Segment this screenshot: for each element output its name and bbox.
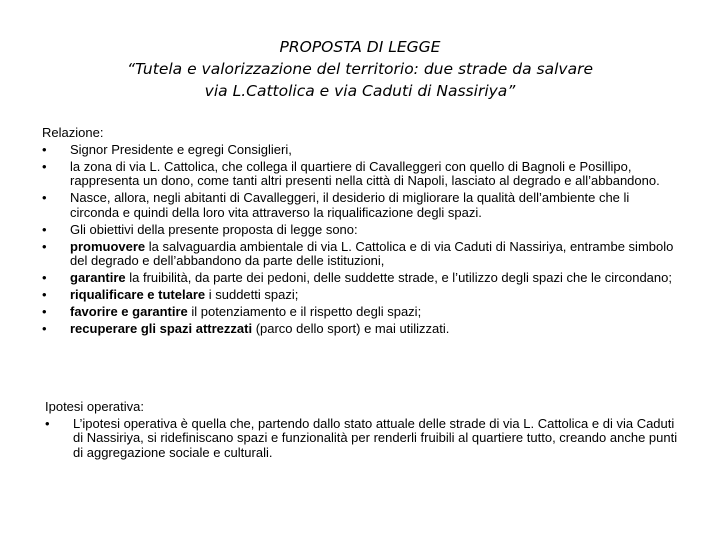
ipotesi-list xyxy=(45,417,685,461)
relazione-section xyxy=(42,126,682,339)
bullet-icon: • xyxy=(42,287,47,302)
bullet-icon: • xyxy=(45,415,50,431)
bullet-icon: • xyxy=(42,304,47,319)
list-item: • Signor Presidente e egregi Consiglieri, xyxy=(42,141,292,157)
relazione-heading: Relazione: xyxy=(42,125,104,140)
bullet-icon: • xyxy=(42,141,47,157)
bullet-icon: • xyxy=(42,321,47,336)
list-item: • Gli obiettivi della presente proposta di legge sono: xyxy=(42,221,358,237)
document-title xyxy=(0,36,720,102)
bullet-icon: • xyxy=(42,190,47,205)
list-item: • la zona di via L. Cattolica, che collega il quartiere di Cavalleggeri con quello di Bagnoli e Posillipo, rappresenta un dono, come tanti altri presenti nella città di Napoli, lasciato al degrado e all’abbandono. xyxy=(42,158,660,188)
list-item: • Nasce, allora, negli abitanti di Cavalleggeri, il desiderio di migliorare la qualità dell’ambiente che li circonda e quindi della loro vita attraverso la riqualificazione degli spazi. xyxy=(42,190,630,220)
bullet-icon: • xyxy=(42,221,47,237)
ipotesi-section xyxy=(45,400,685,463)
bullet-icon: • xyxy=(42,158,47,174)
list-item: • recuperare gli spazi attrezzati (parco dello sport) e mai utilizzati. xyxy=(42,321,450,336)
list-item: • riqualificare e tutelare i suddetti spazi; xyxy=(42,287,299,302)
relazione-list xyxy=(42,143,682,337)
list-item: • garantire la fruibilità, da parte dei pedoni, delle suddette strade, e l’utilizzo degli spazi che le circondano; xyxy=(42,270,672,285)
title-line-3: via L.Cattolica e via Caduti di Nassiriya” xyxy=(204,82,516,100)
title-line-1: PROPOSTA DI LEGGE xyxy=(279,38,441,56)
ipotesi-heading: Ipotesi operativa: xyxy=(45,399,145,414)
list-item: • favorire e garantire il potenziamento e il rispetto degli spazi; xyxy=(42,304,422,319)
list-item: • promuovere la salvaguardia ambientale di via L. Cattolica e di via Caduti di Nassiriya, entrambe simbolo del degrado e dell’abbandono da parte delle istituzioni, xyxy=(42,238,674,268)
bullet-icon: • xyxy=(42,270,47,285)
list-item: • L’ipotesi operativa è quella che, partendo dallo stato attuale delle strade di via L. Cattolica e di via Caduti di Nassiriya, si ridefiniscano spazi e funzionalità per renderli fruibili al quartiere tutto, creando anche punti di aggregazione sociale e culturali. xyxy=(45,415,678,460)
title-line-2: “Tutela e valorizzazione del territorio: due strade da salvare xyxy=(126,60,593,78)
bullet-icon: • xyxy=(42,238,47,254)
